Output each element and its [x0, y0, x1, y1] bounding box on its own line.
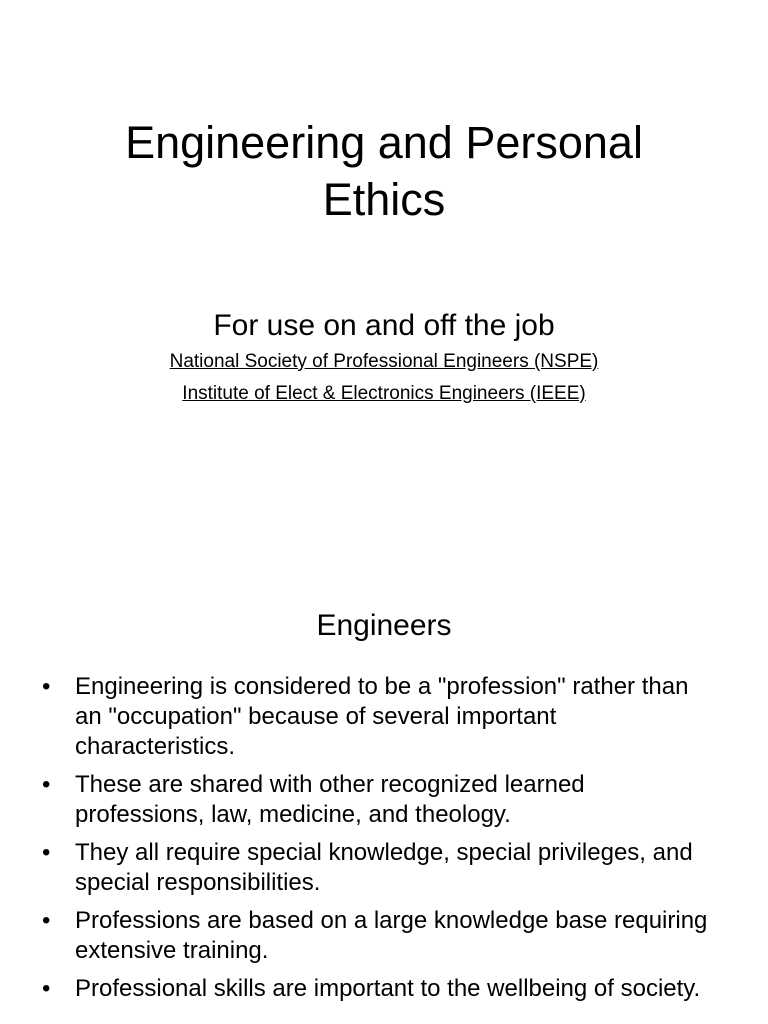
content-slide: [0, 576, 768, 1024]
slide-title-line-2: Ethics: [322, 174, 446, 225]
bullet-item: [0, 974, 768, 1004]
bullet-text: Engineering is considered to be a "profession" rather than an "occupation" because of several important characteristics.: [75, 673, 689, 760]
bullet-item: [0, 906, 768, 966]
bullet-text: Professional skills are important to the wellbeing of society.: [75, 975, 701, 1002]
nspe-link[interactable]: National Society of Professional Engineers (NSPE): [169, 351, 599, 372]
bullet-list: [0, 672, 768, 1012]
bullet-item: [0, 770, 768, 830]
slide-subtitle: For use on and off the job: [213, 309, 555, 342]
bullet-icon: •: [42, 673, 51, 700]
slide-title-line-1: Engineering and Personal: [125, 117, 643, 168]
bullet-text: Professions are based on a large knowledge base requiring extensive training.: [75, 907, 708, 964]
ieee-link[interactable]: Institute of Elect & Electronics Engineers (IEEE): [182, 383, 586, 404]
bullet-text: They all require special knowledge, special privileges, and special responsibilities.: [75, 839, 693, 896]
bullet-icon: •: [42, 975, 51, 1002]
bullet-icon: •: [42, 907, 51, 934]
bullet-item: [0, 838, 768, 898]
bullet-icon: •: [42, 839, 51, 866]
bullet-icon: •: [42, 771, 51, 798]
bullet-text: These are shared with other recognized learned professions, law, medicine, and theology.: [75, 771, 585, 828]
bullet-item: [0, 672, 768, 762]
section-heading: Engineers: [316, 609, 452, 642]
slide-title: [0, 114, 768, 228]
